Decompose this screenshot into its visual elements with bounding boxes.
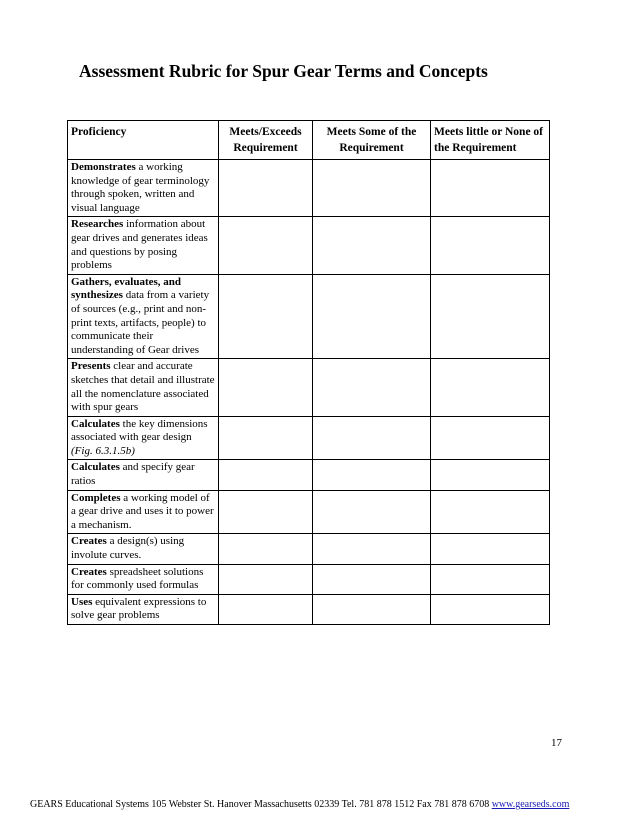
rating-cell-meets-some[interactable] xyxy=(313,359,431,416)
proficiency-keyword: Gathers, evaluates, and synthesizes xyxy=(71,275,181,302)
proficiency-text: equivalent expressions to solve gear problems xyxy=(71,595,207,622)
proficiency-keyword: Presents xyxy=(71,360,111,373)
figure-reference: (Fig. 6.3.1.5b) xyxy=(71,444,135,457)
proficiency-keyword: Completes xyxy=(71,491,121,504)
proficiency-text: spreadsheet solutions for commonly used formulas xyxy=(71,565,204,592)
proficiency-keyword: Uses xyxy=(71,595,93,608)
table-row xyxy=(68,594,550,624)
page-title: Assessment Rubric for Spur Gear Terms and Concepts xyxy=(79,61,488,81)
rating-cell-meets-some[interactable] xyxy=(313,564,431,594)
proficiency-text: and specify gear ratios xyxy=(71,461,195,488)
table-header-row xyxy=(68,121,550,160)
header-meets-some: Meets Some of the Requirement xyxy=(313,121,431,160)
proficiency-cell xyxy=(68,416,219,460)
proficiency-text: clear and accurate sketches that detail and illustrate all the nomenclature associated with spur gears xyxy=(71,360,215,414)
table-row xyxy=(68,490,550,534)
proficiency-keyword: Demonstrates xyxy=(71,161,136,173)
table-row xyxy=(68,416,550,460)
rating-cell-meets-exceeds[interactable] xyxy=(219,460,313,490)
rating-cell-meets-some[interactable] xyxy=(313,490,431,534)
rating-cell-meets-exceeds[interactable] xyxy=(219,217,313,274)
rating-cell-meets-some[interactable] xyxy=(313,594,431,624)
rating-cell-meets-little[interactable] xyxy=(431,564,550,594)
table-row xyxy=(68,274,550,359)
proficiency-text: data from a variety of sources (e.g., print and non-print texts, artifacts, people) to communicate their understanding of Gear drives xyxy=(71,289,210,356)
rating-cell-meets-little[interactable] xyxy=(431,416,550,460)
proficiency-keyword: Researches xyxy=(71,218,124,231)
rating-cell-meets-exceeds[interactable] xyxy=(219,594,313,624)
proficiency-text: a working knowledge of gear terminology through spoken, written and visual language xyxy=(71,161,210,214)
proficiency-cell xyxy=(68,564,219,594)
proficiency-keyword: Creates xyxy=(71,535,107,548)
proficiency-cell xyxy=(68,490,219,534)
rating-cell-meets-some[interactable] xyxy=(313,416,431,460)
proficiency-cell xyxy=(68,274,219,359)
table-row xyxy=(68,534,550,564)
rating-cell-meets-exceeds[interactable] xyxy=(219,160,313,217)
header-proficiency: Proficiency xyxy=(68,121,219,160)
footer-contact-text: GEARS Educational Systems 105 Webster St. Hanover Massachusetts 02339 Tel. 781 878 1512 Fax 781 878 6708 xyxy=(30,799,490,810)
rating-cell-meets-little[interactable] xyxy=(431,460,550,490)
rating-cell-meets-little[interactable] xyxy=(431,359,550,416)
header-meets-exceeds: Meets/Exceeds Requirement xyxy=(219,121,313,160)
rating-cell-meets-exceeds[interactable] xyxy=(219,564,313,594)
table-row xyxy=(68,359,550,416)
rating-cell-meets-little[interactable] xyxy=(431,160,550,217)
proficiency-text: a design(s) using involute curves. xyxy=(71,535,185,562)
page-footer xyxy=(30,799,569,810)
rating-cell-meets-little[interactable] xyxy=(431,490,550,534)
header-meets-little: Meets little or None of the Requirement xyxy=(431,121,550,160)
proficiency-cell xyxy=(68,460,219,490)
table-row xyxy=(68,460,550,490)
rubric-table xyxy=(67,120,550,625)
rating-cell-meets-some[interactable] xyxy=(313,160,431,217)
page-number: 17 xyxy=(551,737,562,749)
rating-cell-meets-little[interactable] xyxy=(431,217,550,274)
proficiency-cell xyxy=(68,217,219,274)
footer-website-link[interactable]: www.gearseds.com xyxy=(491,799,570,810)
rating-cell-meets-little[interactable] xyxy=(431,594,550,624)
proficiency-keyword: Calculates xyxy=(71,417,120,430)
rating-cell-meets-some[interactable] xyxy=(313,274,431,359)
proficiency-cell xyxy=(68,594,219,624)
table-row xyxy=(68,217,550,274)
proficiency-cell xyxy=(68,359,219,416)
rating-cell-meets-some[interactable] xyxy=(313,460,431,490)
proficiency-text: information about gear drives and generates ideas and questions by posing problems xyxy=(71,218,208,272)
rating-cell-meets-exceeds[interactable] xyxy=(219,359,313,416)
proficiency-cell xyxy=(68,534,219,564)
rating-cell-meets-exceeds[interactable] xyxy=(219,416,313,460)
rating-cell-meets-some[interactable] xyxy=(313,217,431,274)
proficiency-cell xyxy=(68,160,219,217)
proficiency-text: the key dimensions associated with gear design xyxy=(71,417,208,444)
rating-cell-meets-exceeds[interactable] xyxy=(219,490,313,534)
table-row xyxy=(68,160,550,217)
proficiency-keyword: Creates xyxy=(71,565,107,578)
rating-cell-meets-some[interactable] xyxy=(313,534,431,564)
rating-cell-meets-little[interactable] xyxy=(431,274,550,359)
rating-cell-meets-exceeds[interactable] xyxy=(219,274,313,359)
proficiency-keyword: Calculates xyxy=(71,461,120,474)
table-row xyxy=(68,564,550,594)
rating-cell-meets-exceeds[interactable] xyxy=(219,534,313,564)
rating-cell-meets-little[interactable] xyxy=(431,534,550,564)
proficiency-text: a working model of a gear drive and uses it to power a mechanism. xyxy=(71,491,214,531)
